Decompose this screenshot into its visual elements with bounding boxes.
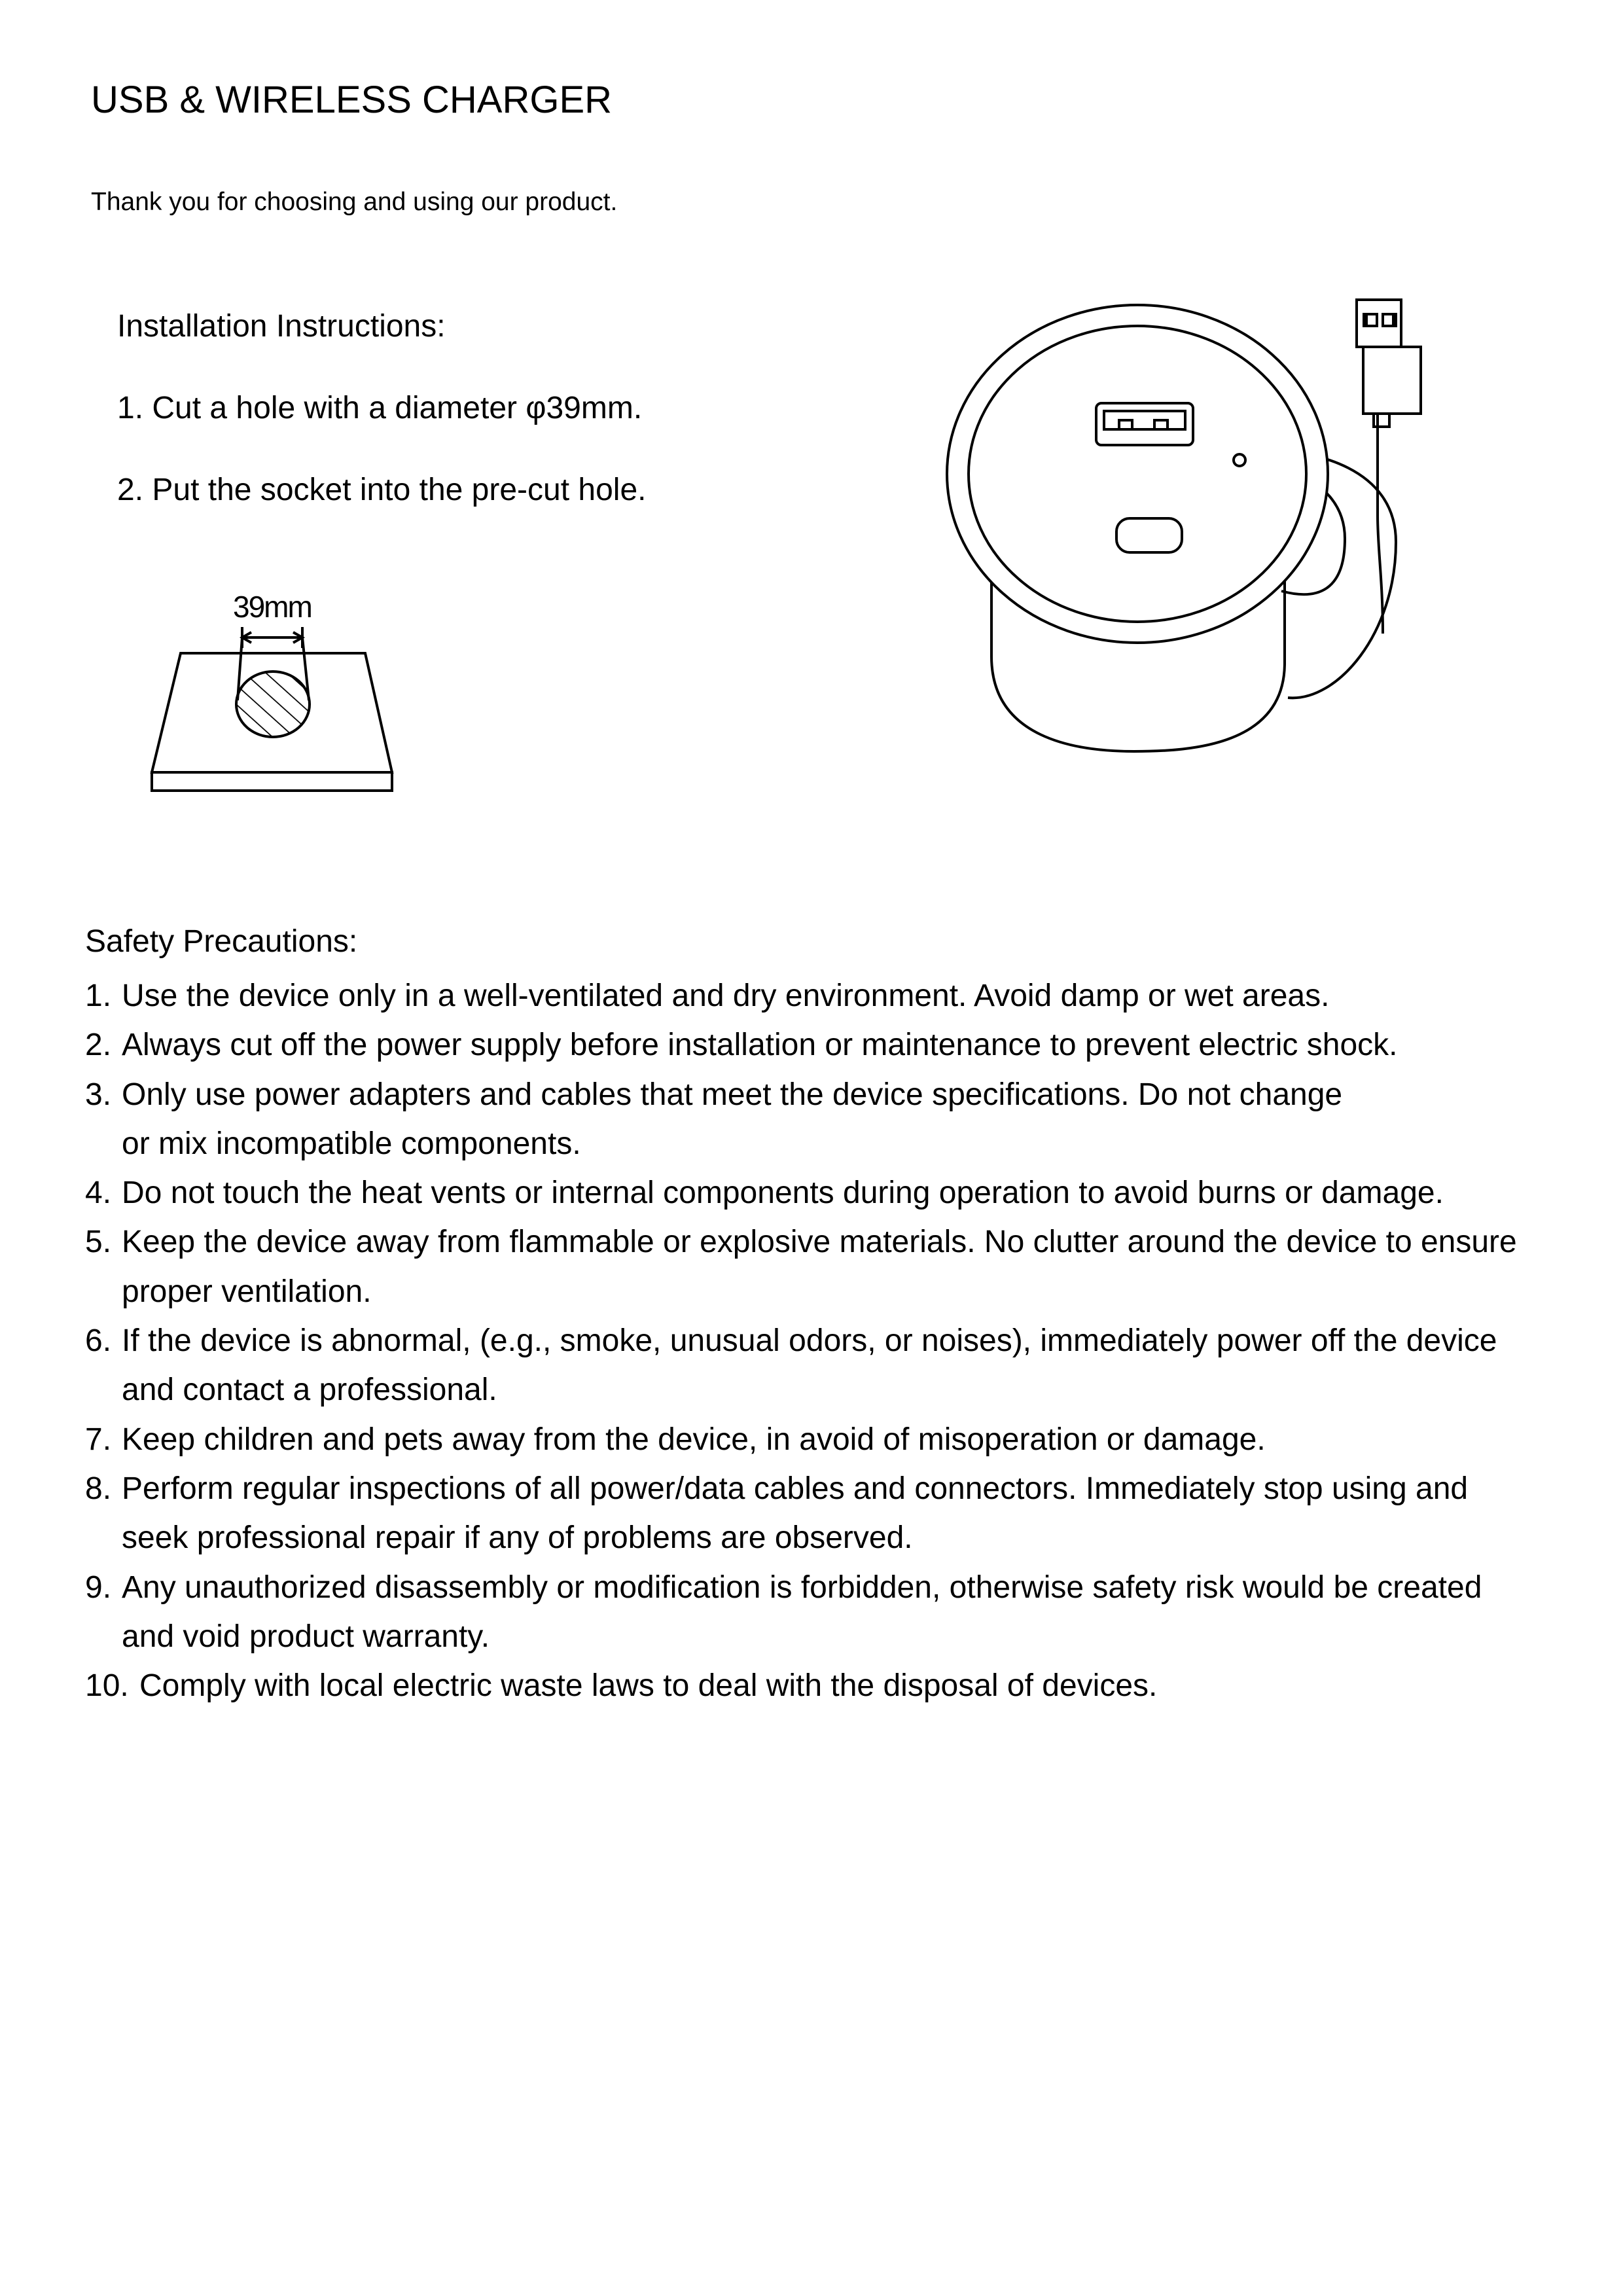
safety-item-text-continued: proper ventilation. — [122, 1274, 372, 1309]
safety-item-text: Only use power adapters and cables that meet the device specifications. Do not change — [122, 1077, 1343, 1112]
safety-item-number: 9. — [85, 1570, 112, 1605]
installation-step-2: 2. Put the socket into the pre-cut hole. — [117, 473, 647, 507]
safety-item-text: Comply with local electric waste laws to deal with the disposal of devices. — [139, 1668, 1158, 1704]
safety-item-text: Do not touch the heat vents or internal components during operation to avoid burns or damage. — [122, 1175, 1444, 1211]
safety-item-6 — [85, 1316, 1517, 1415]
safety-item-2 — [85, 1020, 1517, 1069]
safety-item-number: 8. — [85, 1471, 112, 1506]
safety-item-10 — [85, 1661, 1517, 1710]
safety-item-5 — [85, 1217, 1517, 1316]
safety-item-number: 4. — [85, 1175, 112, 1211]
document-title: USB & WIRELESS CHARGER — [91, 79, 613, 121]
safety-item-text: Any unauthorized disassembly or modification is forbidden, otherwise safety risk would be created — [122, 1570, 1482, 1605]
installation-step-1: 1. Cut a hole with a diameter φ39mm. — [117, 391, 643, 425]
safety-item-number: 6. — [85, 1323, 112, 1359]
safety-item-7 — [85, 1415, 1517, 1464]
safety-item-text: Always cut off the power supply before installation or maintenance to prevent electric shock. — [122, 1028, 1398, 1063]
safety-precautions-list — [85, 971, 1517, 1710]
safety-item-text: Keep the device away from flammable or explosive materials. No clutter around the device to ensure — [122, 1225, 1517, 1260]
safety-item-text-continued: seek professional repair if any of problems are observed. — [122, 1520, 913, 1556]
safety-item-1 — [85, 971, 1517, 1020]
thank-you-note: Thank you for choosing and using our product. — [91, 188, 618, 216]
safety-item-text-continued: or mix incompatible components. — [122, 1126, 581, 1161]
hole-diameter-label: 39mm — [233, 590, 312, 624]
safety-item-number: 10. — [85, 1668, 129, 1704]
hole-in-panel-icon — [147, 624, 403, 795]
safety-item-8 — [85, 1464, 1517, 1563]
safety-heading: Safety Precautions: — [85, 924, 358, 959]
safety-item-text-continued: and contact a professional. — [122, 1372, 497, 1408]
safety-item-text: Keep children and pets away from the device, in avoid of misoperation or damage. — [122, 1422, 1266, 1457]
safety-item-text-continued: and void product warranty. — [122, 1619, 490, 1654]
safety-item-4 — [85, 1168, 1517, 1217]
safety-item-3 — [85, 1070, 1517, 1169]
safety-item-number: 2. — [85, 1028, 112, 1063]
safety-item-number: 1. — [85, 978, 112, 1013]
installation-heading: Installation Instructions: — [117, 309, 446, 344]
safety-item-text: If the device is abnormal, (e.g., smoke, unusual odors, or noises), immediately power off the device — [122, 1323, 1497, 1359]
safety-item-number: 3. — [85, 1077, 112, 1112]
charger-socket-icon — [944, 293, 1429, 770]
safety-item-number: 7. — [85, 1422, 112, 1457]
safety-item-text: Use the device only in a well-ventilated and dry environment. Avoid damp or wet areas. — [122, 978, 1330, 1013]
safety-item-number: 5. — [85, 1225, 112, 1260]
safety-item-text: Perform regular inspections of all power/data cables and connectors. Immediately stop using and — [122, 1471, 1469, 1506]
safety-item-9 — [85, 1563, 1517, 1662]
